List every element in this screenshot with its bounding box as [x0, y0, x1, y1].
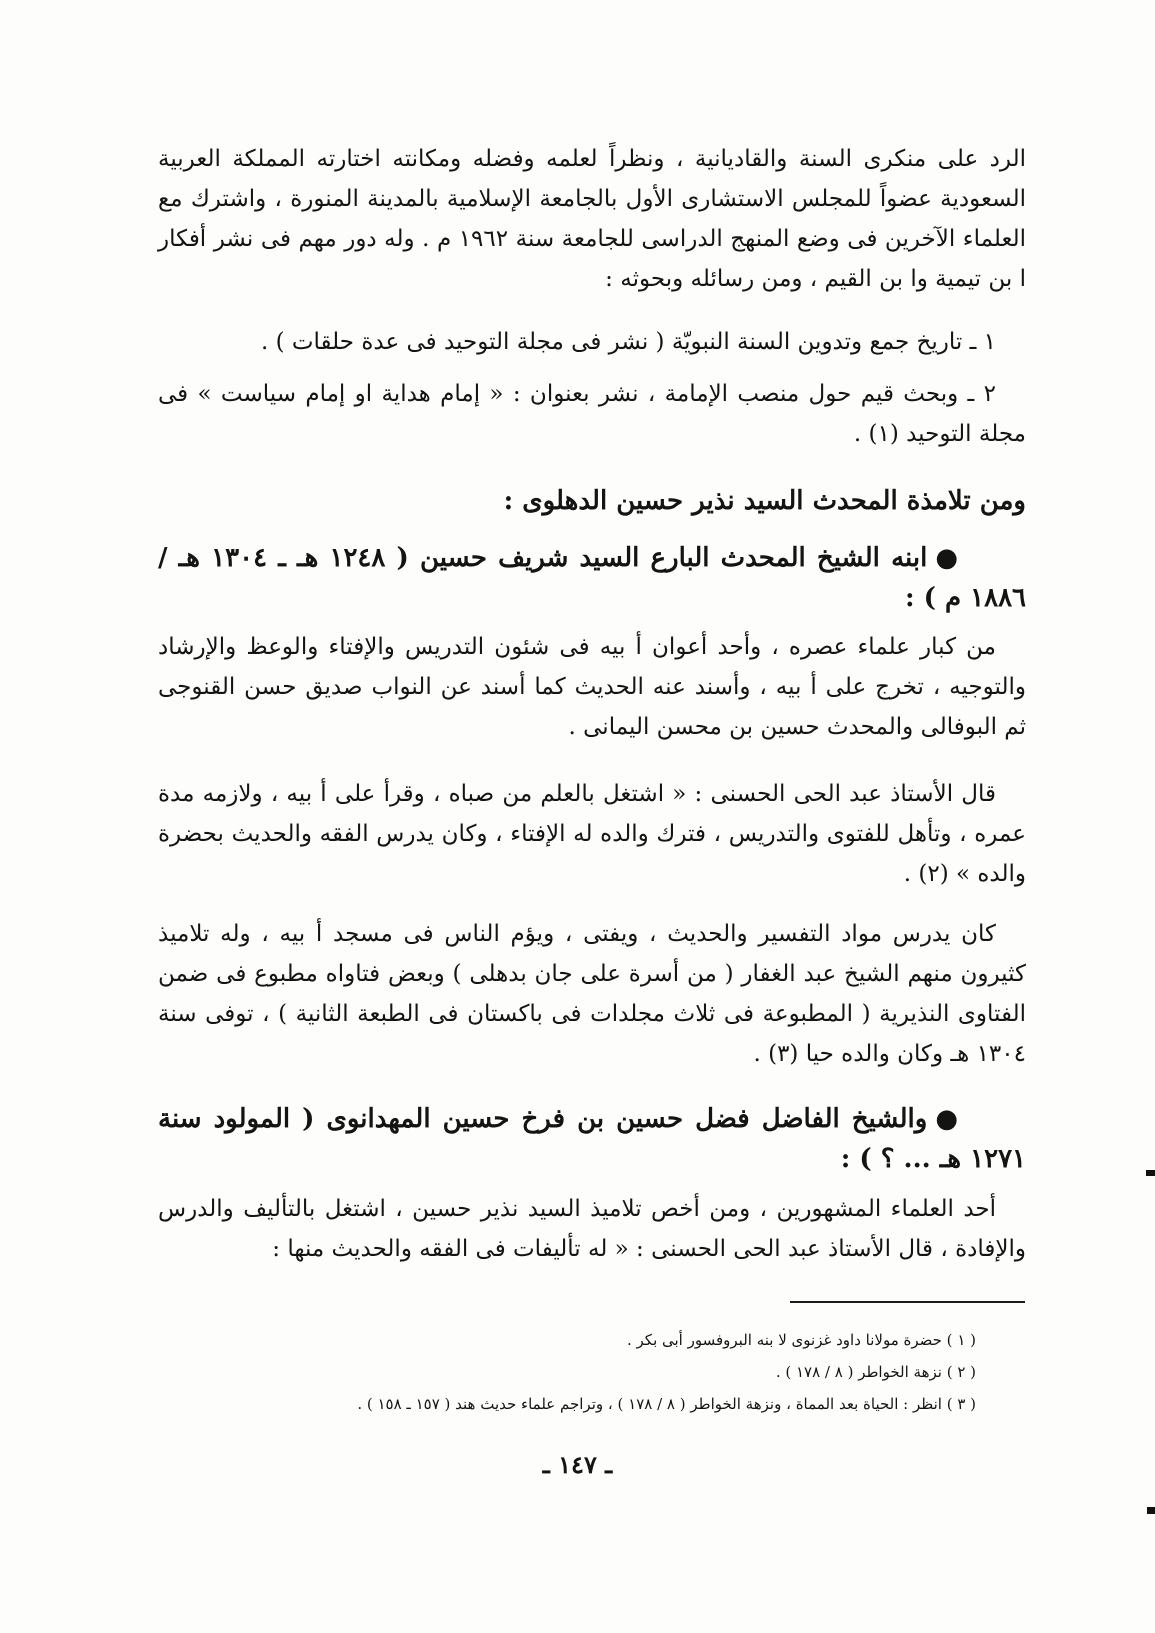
biography-title	[158, 538, 1026, 618]
scan-edge-mark	[1146, 1170, 1155, 1176]
section-heading	[158, 481, 1026, 521]
body-paragraph: من كبار علماء عصره ، وأحد أعوان أ بيه فى شئون التدريس والإفتاء والوعظ والإرشاد والتوجيه ، تخرج على أ بيه ، وأسند عنه الحديث كما أسند عن النواب صديق حسن القنوجى ثم البوفالى والمحدث حسين بن محسن اليمانى .	[158, 634, 1026, 740]
section-title: ومن تلامذة المحدث السيد نذير حسين الدهلوى :	[503, 486, 1026, 516]
bullet-icon: ●	[935, 543, 959, 573]
scan-edge-mark	[1147, 1507, 1155, 1514]
biography-heading-1	[158, 538, 1026, 618]
footnotes	[300, 1324, 976, 1420]
list-item: ٢ ـ وبحث قيم حول منصب الإمامة ، نشر بعنوان : « إمام هداية او إمام سياست » فى مجلة التوحيد (١) .	[158, 381, 1026, 447]
bullet-icon: ●	[935, 1104, 958, 1134]
body-paragraph: أحد العلماء المشهورين ، ومن أخص تلاميذ السيد نذير حسين ، اشتغل بالتأليف والدرس والإفادة ، قال الأستاذ عبد الحى الحسنى : « له تأليفات فى الفقه والحديث منها :	[158, 1196, 1026, 1262]
paragraph-quote-1	[158, 774, 1026, 894]
paragraph-biography-3	[158, 1189, 1026, 1269]
footnote-3: ( ٣ ) انظر : الحياة بعد المماة ، ونزهة الخواطر ( ٨ / ١٧٨ ) ، وتراجم علماء حديث هند ( ١٥٧ ـ ١٥٨ ) .	[357, 1395, 976, 1413]
footnote-divider	[790, 1301, 1025, 1303]
footnote-1: ( ١ ) حضرة مولانا داود غزنوى لا بنه البروفسور أبى بكر .	[626, 1331, 976, 1349]
body-paragraph: كان يدرس مواد التفسير والحديث ، ويفتى ، ويؤم الناس فى مسجد أ بيه ، وله تلاميذ كثيرون منهم الشيخ عبد الغفار ( من أسرة على جان بدهلى ) وبعض فتاواه مطبوع فى ضمن الفتاوى النذيرية ( المطبوعة فى ثلاث مجلدات فى باكستان فى الطبعة الثانية ) ، توفى سنة ١٣٠٤ هـ وكان والده حيا (٣) .	[158, 921, 1026, 1067]
body-paragraph: الرد على منكرى السنة والقاديانية ، ونظراً لعلمه وفضله ومكانته اختارته المملكة العربية السعودية عضواً للمجلس الاستشارى الأول بالجامعة الإسلامية بالمدينة المنورة ، واشترك مع العلماء الآخرين فى وضع المنهج الدراسى للجامعة سنة ١٩٦٢ م . وله دور مهم فى نشر أفكار ا بن تيمية وا بن القيم ، ومن رسائله وبحوثه :	[158, 146, 1026, 292]
biography-heading-2	[158, 1099, 1026, 1179]
list-item-2	[158, 374, 1026, 454]
list-item-1	[158, 322, 1026, 362]
biography-title-text: ابنه الشيخ المحدث البارع السيد شريف حسين ( ١٢٤٨ هـ ـ ١٣٠٤ هـ / ١٨٨٦ م ) :	[158, 543, 1026, 613]
list-item: ١ ـ تاريخ جمع وتدوين السنة النبويّة ( نشر فى مجلة التوحيد فى عدة حلقات ) .	[260, 329, 996, 355]
biography-title-text: والشيخ الفاضل فضل حسين بن فرخ حسين المهدانوى ( المولود سنة ١٢٧١ هـ ... ؟ ) :	[158, 1104, 1026, 1174]
paragraph-biography-2	[158, 914, 1026, 1074]
paragraph-biography-1	[158, 627, 1026, 747]
footnote-2: ( ٢ ) نزهة الخواطر ( ٨ / ١٧٨ ) .	[775, 1363, 976, 1381]
body-paragraph: قال الأستاذ عبد الحى الحسنى : « اشتغل بالعلم من صباه ، وقرأ على أ بيه ، ولازمه مدة عمره ، وتأهل للفتوى والتدريس ، فترك والده له الإفتاء ، وكان يدرس الفقه والحديث بحضرة والده » (٢) .	[158, 781, 1026, 887]
paragraph-intro	[158, 139, 1026, 299]
biography-title	[158, 1099, 1026, 1179]
page-number: ـ ١٤٧ ـ	[542, 1450, 613, 1479]
